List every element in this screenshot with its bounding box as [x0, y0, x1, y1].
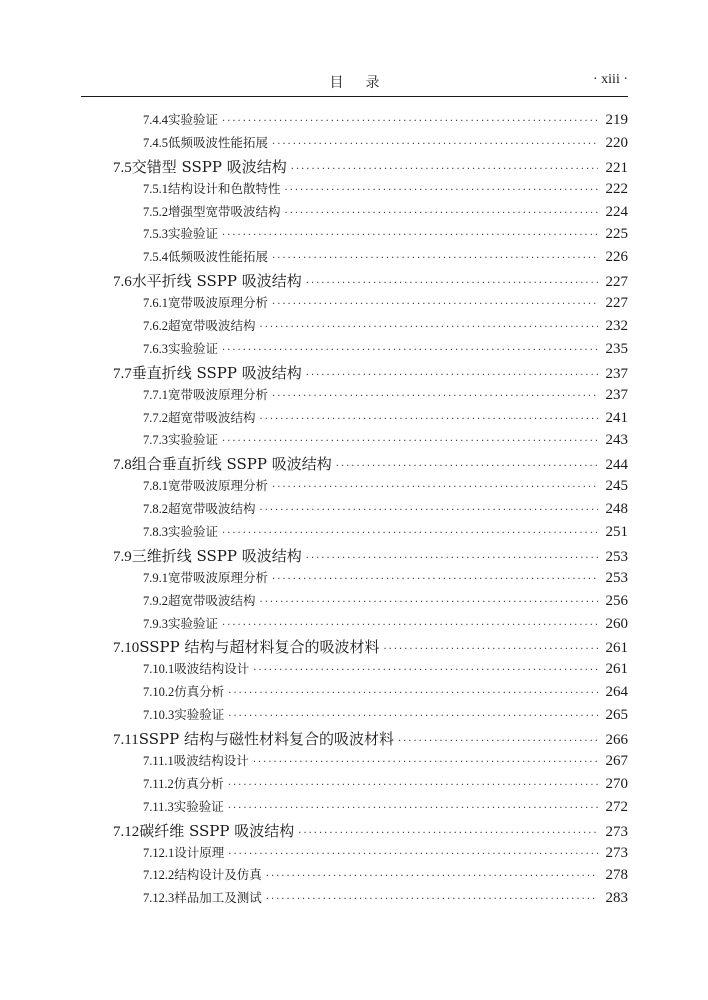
dot-leader	[222, 620, 598, 631]
toc-entry-page: 235	[605, 340, 628, 357]
toc-entry-page: 266	[605, 732, 628, 749]
toc-entry-page: 273	[605, 823, 628, 840]
toc-subsection-entry[interactable]	[81, 591, 628, 614]
toc-entry-number: 7.11.3	[143, 799, 174, 814]
dot-leader	[266, 894, 598, 905]
toc-entry-number: 7.5	[113, 159, 132, 176]
toc-entry-number: 7.7	[113, 365, 132, 382]
dot-leader	[384, 644, 599, 655]
toc-subsection-entry[interactable]	[81, 316, 628, 339]
toc-entry-number: 7.5.2	[143, 204, 168, 219]
toc-subsection-entry[interactable]	[81, 476, 628, 499]
toc-entry-page: 261	[605, 661, 628, 678]
toc-entry-title: 实验验证	[168, 226, 219, 242]
toc-entry-page: 227	[605, 274, 628, 291]
toc-entry-title: 低频吸波性能拓展	[168, 249, 269, 265]
toc-entry-title: 低频吸波性能拓展	[168, 134, 269, 150]
toc-entry-number: 7.9.2	[143, 593, 168, 608]
dot-leader	[253, 665, 598, 676]
toc-subsection-entry[interactable]	[81, 247, 628, 270]
toc-subsection-entry[interactable]	[81, 339, 628, 362]
dot-leader	[222, 436, 598, 447]
dot-leader	[253, 757, 598, 768]
toc-section-entry[interactable]	[81, 820, 628, 843]
toc-entry-page: 270	[605, 775, 628, 792]
toc-entry-title: 宽带吸波原理分析	[168, 569, 269, 585]
toc-entry-title: 实验验证	[168, 340, 219, 356]
page-header	[81, 70, 628, 92]
toc-entry-number: 7.7.2	[143, 410, 168, 425]
toc-subsection-entry[interactable]	[81, 797, 628, 820]
toc-entry-page: 227	[605, 295, 628, 312]
toc-subsection-entry[interactable]	[81, 133, 628, 156]
toc-entry-title: 碳纤维 SSPP 吸波结构	[139, 821, 295, 840]
toc-entry-page: 243	[605, 432, 628, 449]
toc-entry-title: 垂直折线 SSPP 吸波结构	[131, 363, 302, 382]
toc-subsection-entry[interactable]	[81, 224, 628, 247]
toc-entry-title: SSPP 结构与超材料复合的吸波材料	[139, 638, 380, 657]
toc-section-entry[interactable]	[81, 362, 628, 385]
dot-leader	[306, 553, 598, 564]
toc-entry-page: 253	[605, 548, 628, 565]
toc-entry-number: 7.4.5	[143, 135, 168, 150]
toc-entry-title: 超宽带吸波结构	[168, 501, 256, 517]
toc-entry-page: 251	[605, 524, 628, 541]
toc-entry-title: 水平折线 SSPP 吸波结构	[131, 272, 302, 291]
toc-entry-number: 7.4.4	[143, 113, 168, 127]
toc-entry-number: 7.10.3	[143, 708, 175, 723]
toc-entry-number: 7.5.1	[143, 181, 168, 196]
dot-leader	[222, 345, 598, 356]
toc-subsection-entry[interactable]	[81, 110, 628, 133]
dot-leader	[228, 780, 598, 791]
toc-entry-title: 超宽带吸波结构	[168, 409, 256, 425]
toc-entry-number: 7.12.2	[143, 868, 175, 883]
dot-leader	[272, 299, 598, 310]
dot-leader	[272, 253, 598, 264]
dot-leader	[298, 828, 598, 839]
toc-subsection-entry[interactable]	[81, 179, 628, 202]
dot-leader	[222, 230, 598, 241]
toc-entry-title: 吸波结构设计	[173, 752, 249, 768]
toc-subsection-entry[interactable]	[81, 774, 628, 797]
dot-leader	[336, 461, 598, 472]
dot-leader	[222, 528, 598, 539]
toc-entry-page: 264	[605, 684, 628, 701]
dot-leader	[228, 688, 598, 699]
dot-leader	[260, 505, 598, 516]
header-rule	[81, 96, 628, 97]
toc-entry-page: 256	[605, 592, 628, 609]
toc-entry-title: 样品加工及测试	[174, 890, 262, 906]
toc-entry-page: 219	[605, 112, 628, 128]
toc-subsection-entry[interactable]	[81, 865, 628, 888]
toc-entry-title: 宽带吸波原理分析	[168, 295, 269, 311]
toc-entry-title: 实验验证	[168, 432, 219, 448]
dot-leader	[228, 711, 598, 722]
toc-subsection-entry[interactable]	[81, 659, 628, 682]
toc-entry-number: 7.8.3	[143, 525, 168, 540]
toc-subsection-entry[interactable]	[81, 385, 628, 408]
toc-entry-number: 7.11.2	[143, 776, 174, 791]
toc-subsection-entry[interactable]	[81, 293, 628, 316]
toc-entry-title: 实验验证	[168, 524, 219, 540]
toc-entry-number: 7.9.3	[143, 616, 168, 631]
toc-entry-number: 7.5.3	[143, 227, 168, 242]
toc-entry-number: 7.11.1	[143, 753, 174, 768]
toc-entry-number: 7.10	[113, 640, 140, 657]
toc-entry-number: 7.8.1	[143, 479, 168, 494]
toc-section-entry[interactable]	[81, 156, 628, 179]
toc-section-entry[interactable]	[81, 728, 628, 751]
toc-subsection-entry[interactable]	[81, 568, 628, 591]
toc-entry-number: 7.6.1	[143, 296, 168, 311]
running-title: 目录	[329, 75, 402, 91]
toc-entry-title: 吸波结构设计	[174, 661, 250, 677]
toc-entry-title: 结构设计和色散特性	[168, 180, 281, 196]
toc-entry-page: 273	[605, 844, 628, 861]
toc-entry-number: 7.7.3	[143, 433, 168, 448]
toc-entry-number: 7.8.2	[143, 502, 168, 517]
toc-entry-number: 7.11	[113, 732, 139, 749]
dot-leader	[272, 574, 598, 585]
toc-entry-page: 221	[605, 159, 628, 176]
table-of-contents	[81, 110, 628, 911]
toc-subsection-entry[interactable]	[81, 522, 628, 545]
toc-entry-page: 248	[605, 501, 628, 518]
toc-entry-page: 278	[605, 867, 628, 884]
toc-entry-title: 组合垂直折线 SSPP 吸波结构	[131, 455, 332, 474]
dot-leader	[228, 849, 598, 860]
toc-entry-number: 7.9.1	[143, 570, 168, 585]
toc-subsection-entry[interactable]	[81, 202, 628, 225]
toc-entry-title: 增强型宽带吸波结构	[168, 203, 281, 219]
toc-subsection-entry[interactable]	[81, 499, 628, 522]
toc-subsection-entry[interactable]	[81, 751, 628, 774]
toc-entry-page: 253	[605, 569, 628, 586]
toc-subsection-entry[interactable]	[81, 843, 628, 866]
toc-entry-number: 7.8	[113, 457, 132, 474]
toc-entry-number: 7.6	[113, 274, 132, 291]
dot-leader	[291, 164, 598, 175]
toc-entry-title: 三维折线 SSPP 吸波结构	[131, 546, 302, 565]
toc-subsection-entry[interactable]	[81, 888, 628, 911]
toc-section-entry[interactable]	[81, 453, 628, 476]
toc-entry-number: 7.10.1	[143, 662, 175, 677]
dot-leader	[260, 597, 598, 608]
toc-entry-page: 232	[605, 318, 628, 335]
toc-entry-title: 设计原理	[174, 844, 225, 860]
toc-entry-number: 7.10.2	[143, 685, 175, 700]
toc-subsection-entry[interactable]	[81, 430, 628, 453]
toc-subsection-entry[interactable]	[81, 682, 628, 705]
toc-entry-page: 225	[605, 226, 628, 243]
toc-entry-page: 237	[605, 365, 628, 382]
toc-entry-number: 7.12.1	[143, 845, 175, 860]
toc-section-entry[interactable]	[81, 636, 628, 659]
toc-entry-page: 237	[605, 386, 628, 403]
dot-leader	[285, 208, 598, 219]
toc-subsection-entry[interactable]	[81, 705, 628, 728]
toc-entry-page: 224	[605, 203, 628, 220]
toc-entry-page: 220	[605, 134, 628, 151]
toc-entry-page: 260	[605, 615, 628, 632]
toc-entry-page: 245	[605, 478, 628, 495]
toc-entry-title: 仿真分析	[174, 684, 225, 700]
toc-entry-title: 实验验证	[173, 798, 224, 814]
toc-entry-number: 7.5.4	[143, 250, 168, 265]
toc-entry-title: SSPP 结构与磁性材料复合的吸波材料	[138, 730, 394, 749]
toc-entry-number: 7.6.3	[143, 341, 168, 356]
toc-subsection-entry[interactable]	[81, 408, 628, 431]
dot-leader	[228, 803, 598, 814]
toc-entry-title: 实验验证	[174, 707, 225, 723]
dot-leader	[398, 736, 598, 747]
toc-entry-title: 宽带吸波原理分析	[168, 386, 269, 402]
toc-entry-page: 272	[605, 798, 628, 815]
page-number: · xiii ·	[593, 72, 628, 87]
toc-entry-title: 结构设计及仿真	[174, 867, 262, 883]
toc-entry-title: 交错型 SSPP 吸波结构	[131, 157, 287, 176]
toc-entry-title: 仿真分析	[173, 775, 224, 791]
dot-leader	[266, 871, 598, 882]
toc-entry-number: 7.6.2	[143, 319, 168, 334]
dot-leader	[285, 185, 598, 196]
toc-entry-number: 7.12	[113, 823, 140, 840]
toc-subsection-entry[interactable]	[81, 614, 628, 637]
toc-entry-page: 241	[605, 409, 628, 426]
toc-entry-title: 宽带吸波原理分析	[168, 478, 269, 494]
dot-leader	[272, 482, 598, 493]
toc-entry-page: 261	[605, 640, 628, 657]
dot-leader	[272, 139, 598, 150]
toc-section-entry[interactable]	[81, 270, 628, 293]
dot-leader	[306, 278, 598, 289]
toc-entry-page: 222	[605, 180, 628, 197]
toc-entry-page: 267	[605, 752, 628, 769]
toc-entry-number: 7.7.1	[143, 387, 168, 402]
toc-entry-number: 7.9	[113, 548, 132, 565]
toc-entry-title: 超宽带吸波结构	[168, 318, 256, 334]
toc-section-entry[interactable]	[81, 545, 628, 568]
dot-leader	[260, 414, 598, 425]
dot-leader	[306, 370, 598, 381]
toc-entry-title: 实验验证	[168, 615, 219, 631]
dot-leader	[272, 391, 598, 402]
dot-leader	[222, 116, 598, 127]
toc-entry-page: 244	[605, 457, 628, 474]
toc-entry-page: 226	[605, 249, 628, 266]
dot-leader	[260, 322, 598, 333]
toc-entry-title: 实验验证	[168, 112, 219, 127]
toc-entry-page: 283	[605, 890, 628, 907]
toc-entry-page: 265	[605, 707, 628, 724]
toc-entry-number: 7.12.3	[143, 891, 175, 906]
toc-entry-title: 超宽带吸波结构	[168, 592, 256, 608]
